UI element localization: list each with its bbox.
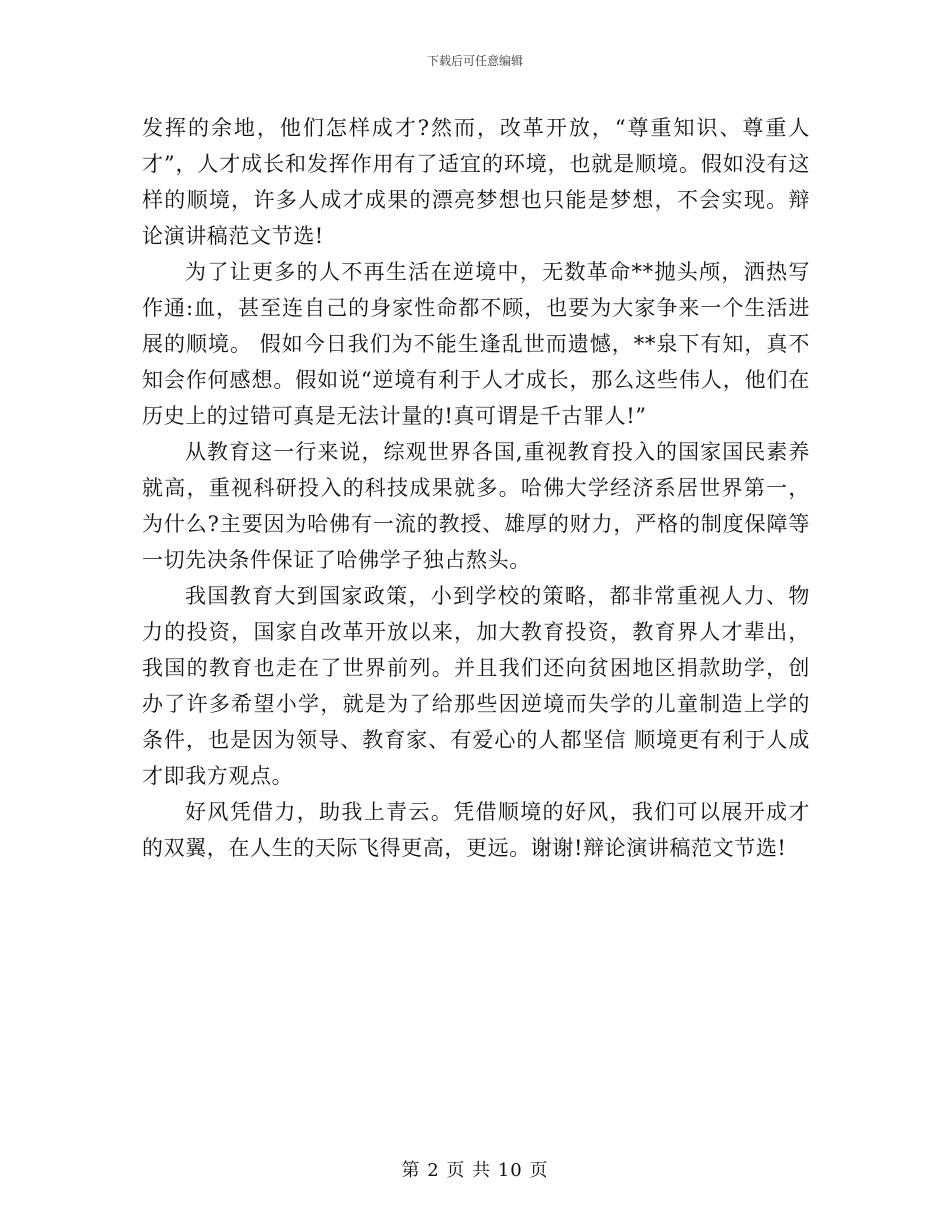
- document-body: [142, 110, 810, 866]
- page-header: 下载后可任意编辑: [426, 54, 523, 68]
- paragraph-2: 为了让更多的人不再生活在逆境中，无数革命**抛头颅，洒热写作通:血，甚至连自己的身家性命都不顾，也要为大家争来一个生活进展的顺境。 假如今日我们为不能生逢乱世而遗憾，**泉下有知，真不知会作何感想。假如说“逆境有利于人才成长，那么这些伟人，他们在历史上的过错可真是无法计量的!真可谓是千古罪人!”: [142, 260, 810, 428]
- paragraph-4: 我国教育大到国家政策，小到学校的策略，都非常重视人力、物力的投资，国家自改革开放以来，加大教育投资，教育界人才辈出，我国的教育也走在了世界前列。并且我们还向贫困地区捐款助学，创办了许多希望小学，就是为了给那些因逆境而失学的儿童制造上学的条件，也是因为领导、教育家、有爱心的人都坚信 顺境更有利于人成才即我方观点。: [142, 584, 810, 788]
- paragraph-5: 好风凭借力，助我上青云。凭借顺境的好风，我们可以展开成才的双翼，在人生的天际飞得更高，更远。谢谢!辩论演讲稿范文节选!: [142, 800, 810, 860]
- paragraph-3: 从教育这一行来说，综观世界各国,重视教育投入的国家国民素养就高，重视科研投入的科技成果就多。哈佛大学经济系居世界第一，为什么?主要因为哈佛有一流的教授、雄厚的财力，严格的制度保障等一切先决条件保证了哈佛学子独占熬头。: [142, 440, 810, 572]
- paragraph-1: 发挥的余地，他们怎样成才?然而，改革开放，“尊重知识、尊重人才”，人才成长和发挥作用有了适宜的环境，也就是顺境。假如没有这样的顺境，许多人成才成果的漂亮梦想也只能是梦想，不会实现。辩论演讲稿范文节选!: [142, 116, 810, 248]
- page-number-footer: 第 2 页 共 10 页: [401, 1160, 549, 1181]
